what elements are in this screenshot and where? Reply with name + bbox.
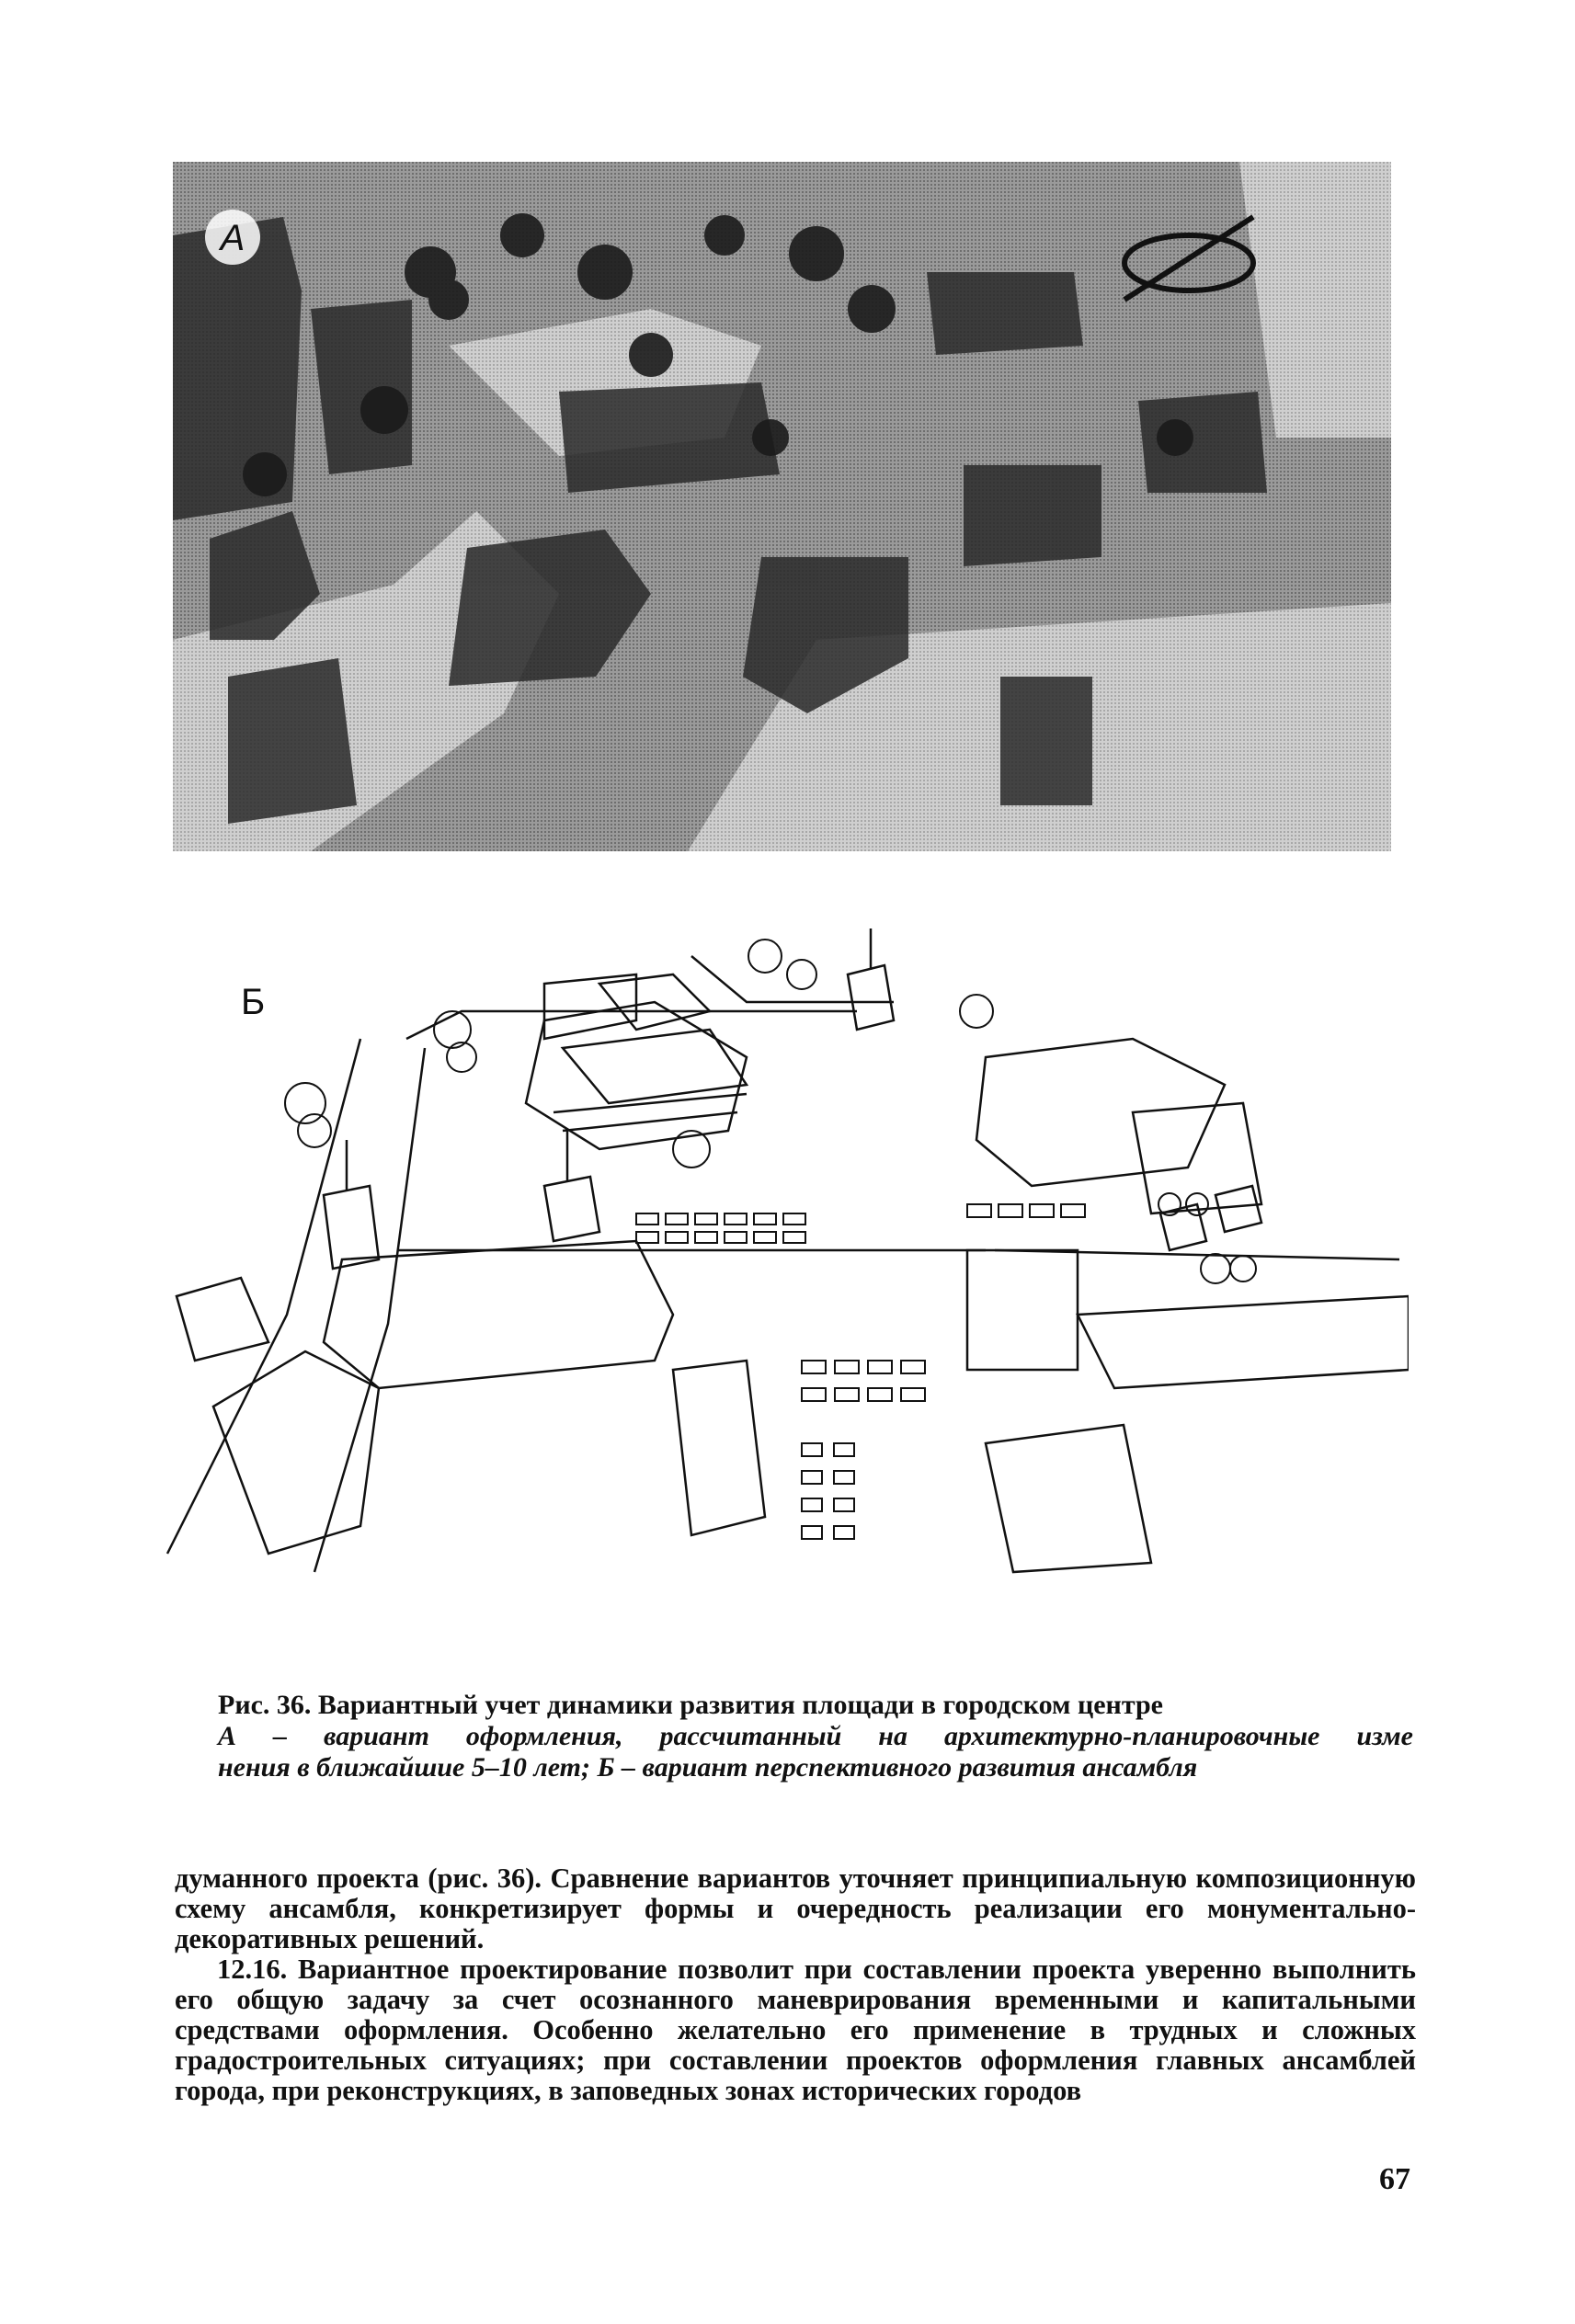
figure-caption-line-1: А – вариант оформления, рассчитанный на архитектурно-планировочные изме (218, 1721, 1413, 1751)
paragraph-2: 12.16. Вариантное проектирование позволит при составлении проекта уверенно выполнить его общую задачу за счет осознанного маневрирования временными и капитальными средствами оформления. Особенно желательно его применение в трудных и сложных градостроительных ситуациях; при составлении проектов оформления главных ансамблей города, при реконструкциях, в заповедных зонах исторических городов (175, 1954, 1416, 2106)
paragraph-1: думанного проекта (рис. 36). Сравнение вариантов уточняет принципиальную композиционную схему ансамбля, конкретизирует формы и очередность реализации его монументально-декоративных решений. (175, 1863, 1416, 1954)
figure-a-label: А (220, 218, 245, 258)
figure-caption (218, 1690, 1413, 1783)
figure-b-label: Б (241, 982, 266, 1022)
body-text (175, 1863, 1416, 2106)
figure-b-ensemble-drawing (158, 928, 1409, 1609)
figure-caption-line-2: нения в ближайшие 5–10 лет; Б – вариант перспективного развития ансамбля (218, 1752, 1198, 1783)
figure-caption-title: Рис. 36. Вариантный учет динамики развития площади в городском центре (218, 1690, 1163, 1720)
figure-a-model-photo (173, 162, 1391, 851)
page-number: 67 (1379, 2162, 1410, 2196)
